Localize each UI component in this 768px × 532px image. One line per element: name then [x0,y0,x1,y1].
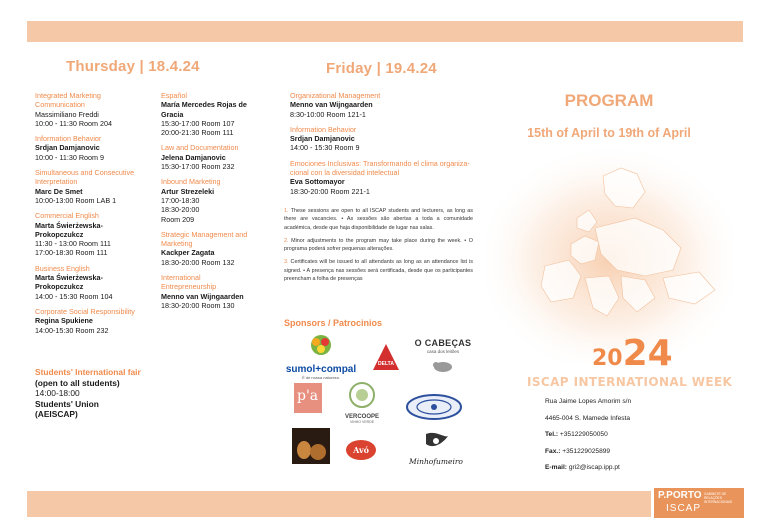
avo-logo [345,438,377,462]
session-speaker: Marta Świerżewska-Prokopczukcz [35,273,103,292]
session-item [290,159,475,196]
address-street: Rua Jaime Lopes Amorim s/n [545,398,632,405]
session-category: Integrated Marketing Communication [35,91,101,110]
sumol-compal-logo-mark [285,333,357,359]
session-time: 14:00-15:30 Room 232 [35,325,109,335]
session-item [161,273,256,310]
pig-icon [412,356,474,374]
contact-address [545,398,631,481]
note-text: Minor adjustments to the program may take place during the week. • O programa poderá sofrer pequenas alterações. [284,237,473,253]
o-cabecas-tagline: casa dos leitões [426,349,460,354]
session-speaker: Marta Świerżewska-Prokopczukcz [35,220,103,239]
students-fair [35,367,145,420]
session-category: Inbound Marketing [161,177,221,187]
session-speaker: Srdjan Damjanovic [290,134,355,144]
program-title: PROGRAM [564,91,654,110]
session-speaker: Massimiliano Freddi [35,109,99,119]
phone-line [545,431,631,439]
session-speaker: Jelena Damjanovic [161,152,226,162]
bottom-band [27,491,651,517]
sumol-compal-tagline: É de nossa natureza. [302,375,340,380]
session-item [35,211,145,257]
program-dates: 15th of April to 19th of April [527,126,691,140]
session-item [35,91,145,128]
vercoope-tagline: VINHO VERDE [349,420,375,424]
note-text: Certificates will be issued to all attendants as long as an attendance list is signed. • A presença nas sessões será certificada, desde que os participantes preencham a folha de presenças [284,259,473,283]
session-time: 14:00 - 15:30 Room 9 [290,143,360,153]
session-speaker: Menno van Wijngaarden [290,100,373,110]
session-item [161,91,256,137]
minhofumeiro-logo-mark [404,430,468,452]
email-label: E-mail: [545,464,567,472]
delta-logo-mark [372,342,400,372]
email-line [545,464,631,472]
week-title: ISCAP INTERNATIONAL WEEK [527,375,733,389]
session-time: 18:30-20:00 Room 221-1 [290,186,370,196]
session-speaker: Kackper Zagata [161,248,215,258]
session-time: 10:00-13:00 Room LAB 1 [35,195,117,205]
session-category: International Entrepreneurship [161,273,217,292]
session-category: Organizational Management [290,91,381,100]
session-time: 8:30-10:00 Room 121-1 [290,109,366,119]
sumol-compal-name: sumol+compal [285,364,357,375]
thursday-column-2 [161,91,256,316]
session-time: 14:00 - 15:30 Room 104 [35,291,113,301]
minhofumeiro-logo [404,430,468,466]
session-speaker: Menno van Wijngaarden [161,291,244,301]
fair-time: 14:00-18:00 [35,388,80,398]
session-item [161,230,256,267]
session-category: Business English [35,263,90,273]
minhofumeiro-name: Minhofumeiro [409,457,463,466]
session-time: 15:30-17:00 Room 232 [161,162,235,172]
session-time: 18:30-20:00 Room 130 [161,300,235,310]
note-number: 2. [284,237,289,244]
session-category: Emociones Inclusivas: Transformando el clima organiza-cional con la diversidad intelectual [290,158,470,178]
vercoope-logo-mark [342,381,382,409]
fair-place-detail: (AEISCAP) [35,409,78,419]
year-suffix: 24 [622,333,673,374]
session-time: 10:00 - 11:30 Room 204 [35,118,112,128]
session-item [161,143,256,171]
session-time: 11:30 - 13:00 Room 111 17:00-18:30 Room 111 [35,239,111,258]
vercoope-logo [342,381,382,425]
thursday-title: Thursday | 18.4.24 [66,58,200,75]
session-item [290,125,480,153]
office-label: GABINETE DE RELAÇÕES INTERNACIONAIS [704,492,733,504]
iscap-label: ISCAP [666,503,702,514]
session-category: Strategic Management and Marketing [161,229,248,249]
phone-label: Tel.: [545,431,559,439]
ornament-plate-logo [405,393,463,421]
fax-label: Fax.: [545,447,561,455]
avo-name: Avó [353,445,369,455]
pa-name: p'a [297,388,319,404]
session-time: 10:00 - 11:30 Room 9 [35,152,104,162]
pa-logo [294,383,322,413]
europe-map [485,148,735,363]
session-category: Information Behavior [290,124,357,134]
friday-column [290,91,480,202]
notes [284,207,473,288]
session-time: 18:30-20:00 Room 132 [161,257,235,267]
pottery-photo [292,428,330,464]
note-number: 1. [284,208,289,214]
session-speaker: Regina Spukiene [35,316,93,326]
year-prefix: 20 [592,346,623,371]
session-item [35,168,145,205]
fair-subtitle: (open to all students) [35,377,120,388]
year-2024 [592,333,673,374]
pporto-label: P.PORTO [658,490,702,501]
session-item [35,307,145,335]
o-cabecas-name: O CABEÇAS [414,338,472,348]
session-category: Information Behavior [35,134,102,144]
pporto-iscap-logo [654,488,744,518]
delta-name: DELTA [378,361,394,367]
friday-title: Friday | 19.4.24 [326,60,437,77]
fax-line [545,448,631,456]
pottery-icon [292,428,330,464]
fax-value: +351229025899 [560,447,611,455]
session-item [35,134,145,162]
note-item [284,207,473,232]
sumol-compal-logo [285,333,357,380]
fair-place: Students' Union [35,398,99,409]
top-band [27,21,743,42]
session-speaker: Eva Sottomayor [290,177,345,187]
delta-logo [372,342,400,374]
note-text: These sessions are open to all ISCAP students and lecturers, as long as there are vacancies. • As sessões são abertas a toda a comunidade académica, desde que haja disponibilidade de lugar nas salas. [284,208,473,231]
thursday-column-1 [35,91,145,341]
session-time: 15:30-17:00 Room 107 20:00-21:30 Room 111 [161,118,235,138]
session-speaker: Artur Strezeleki [161,186,215,196]
email-value: gri2@iscap.ipp.pt [566,464,620,472]
o-cabecas-logo [412,338,474,382]
session-item [290,91,480,119]
note-item [284,237,473,254]
sponsors-title: Sponsors / Patrocinios [284,318,383,328]
address-city: 4465-004 S. Mamede Infesta [545,414,631,422]
phone-value: +351229050050 [558,431,608,439]
session-category: Commercial English [35,211,99,221]
session-category: Simultaneous and Consecutive Interpretation [35,168,135,187]
session-speaker: Marc De Smet [35,186,83,196]
fair-title: Students' International fair [35,367,141,377]
session-time: 17:00-18:30 18:30-20:00 Room 209 [161,195,200,224]
session-category: Español [161,91,187,100]
session-item [35,264,145,301]
ornament-plate-icon [405,393,463,421]
note-item [284,258,473,283]
session-category: Law and Documentation [161,143,239,153]
session-item [161,177,256,223]
vercoope-name: VERCOOPE [344,414,379,420]
session-speaker: Srdjan Damjanovic [35,143,100,153]
note-number: 3. [284,259,289,266]
session-speaker: María Mercedes Rojas de Gracia [161,100,247,119]
session-category: Corporate Social Responsibility [35,306,135,316]
